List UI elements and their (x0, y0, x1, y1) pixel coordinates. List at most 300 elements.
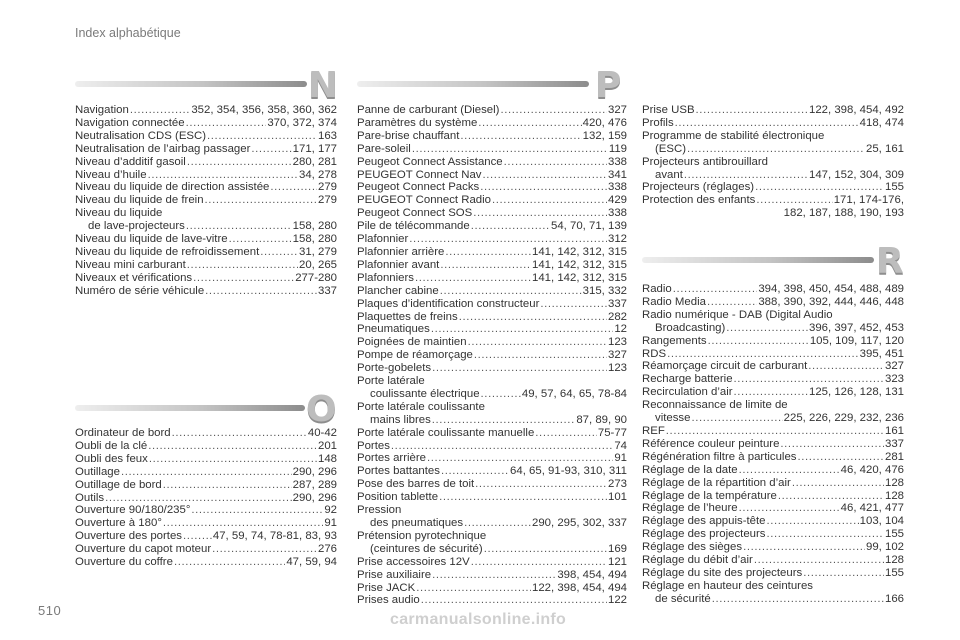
index-entry (75, 181, 337, 194)
index-entry-term: Ouverture 90/180/235° (75, 504, 191, 517)
index-entry-term: Réglage en hauteur des ceintures (642, 579, 813, 592)
dot-leader (754, 554, 884, 567)
index-entry (357, 220, 627, 233)
dot-leader (478, 117, 581, 130)
index-entry-pages: 25, 161 (865, 142, 904, 155)
dot-leader (432, 414, 576, 427)
section-divider (75, 81, 307, 87)
index-entry-term: Ouverture à 180° (75, 517, 162, 530)
dot-leader (726, 322, 808, 335)
index-entry (642, 130, 904, 156)
index-entry (357, 440, 627, 453)
dot-leader (409, 233, 607, 246)
index-entry-pages: 141, 142, 312, 315 (531, 271, 627, 284)
index-entry (357, 194, 627, 207)
index-entry-pages: 155 (884, 566, 904, 579)
index-list-p (357, 104, 627, 607)
index-entry-term: Radio numérique - DAB (Digital Audio (642, 308, 833, 321)
index-entry (75, 233, 337, 246)
index-entry (75, 143, 337, 156)
index-entry (357, 465, 627, 478)
index-entry (357, 104, 627, 117)
index-entry-pages: 201 (317, 439, 337, 452)
index-entry (75, 246, 337, 259)
index-entry (75, 117, 337, 130)
index-entry-pages: 122, 398, 454, 492 (808, 104, 904, 116)
index-entry-pages: 74 (614, 439, 627, 452)
index-entry (642, 348, 904, 361)
index-list-n (75, 104, 337, 298)
index-entry (642, 580, 904, 606)
dot-leader (432, 569, 556, 582)
dot-leader (808, 360, 884, 373)
index-entry (642, 399, 904, 425)
dot-leader (696, 104, 808, 117)
dot-leader (666, 425, 884, 438)
dot-leader (712, 593, 884, 606)
dot-leader (130, 104, 190, 117)
index-entry-term: Radio (642, 283, 672, 295)
index-entry-pages: 290, 295, 302, 337 (531, 517, 627, 529)
index-entry-term: Pneumatiques (357, 323, 430, 336)
index-entry-pages: 281 (884, 450, 904, 463)
index-entry-pages: 312 (607, 233, 627, 246)
index-entry (357, 556, 627, 569)
index-entry-term: Plaquettes de freins (357, 310, 458, 323)
index-entry-pages: 132, 159 (582, 129, 627, 142)
index-entry-term: Niveau du liquide de frein (75, 194, 204, 207)
index-entry-term: Outillage (75, 465, 120, 478)
index-entry-term: Plafonnier avant (357, 258, 440, 271)
index-entry-term: Recharge batterie (642, 373, 733, 386)
dot-leader (481, 388, 521, 401)
dot-leader (193, 272, 294, 285)
index-entry-pages: 54, 70, 71, 139 (550, 220, 627, 233)
dot-leader (148, 440, 317, 453)
dot-leader (803, 567, 884, 580)
section-divider (642, 257, 874, 263)
index-entry-pages: 122, 398, 454, 494 (531, 581, 627, 594)
index-entry (357, 478, 627, 491)
index-entry-term: Niveau d’huile (75, 168, 147, 181)
index-entry (75, 130, 337, 143)
index-entry-pages: 158, 280 (292, 233, 337, 246)
index-entry-term: PEUGEOT Connect Nav (357, 168, 482, 181)
dot-leader (691, 412, 782, 425)
index-entry-pages: 141, 142, 312, 315 (531, 258, 627, 271)
index-entry-pages: 128 (884, 554, 904, 567)
dot-leader (421, 594, 607, 607)
page-header-title: Index alphabétique (75, 26, 181, 40)
index-entry-subterm: mains libres (370, 413, 431, 426)
dot-leader (480, 181, 607, 194)
dot-leader (792, 477, 884, 490)
index-entry-term: Peugeot Connect SOS (357, 207, 473, 220)
index-entry (642, 477, 904, 490)
section-header-r (642, 241, 904, 286)
index-entry-pages: 128 (884, 489, 904, 502)
dot-leader (440, 285, 582, 298)
index-entry (642, 451, 904, 464)
index-entry-pages: 171, 174-176, (833, 194, 904, 207)
dot-leader (798, 451, 884, 464)
index-entry (75, 285, 337, 298)
index-entry-term: Prise USB (642, 104, 695, 116)
index-entry-term: Plafonnier (357, 233, 409, 246)
index-entry-term: Navigation connectée (75, 116, 185, 129)
index-entry-pages: 280, 281 (292, 155, 337, 168)
index-entry-term: Pile de télécommande (357, 220, 470, 233)
index-entry-pages: 225, 226, 229, 232, 236 (783, 412, 904, 425)
index-entry (357, 233, 627, 246)
index-entry-term: Oubli des feux (75, 452, 148, 465)
index-entry-term: Référence couleur peinture (642, 437, 780, 450)
index-entry-term: Porte latérale (357, 375, 425, 388)
index-entry-term: Niveau du liquide de direction assistée (75, 181, 270, 194)
index-entry-term: Plaques d’identification constructeur (357, 297, 540, 310)
dot-leader (504, 156, 607, 169)
index-entry-term: REF (642, 424, 665, 437)
index-entry-pages: 273 (607, 478, 627, 491)
index-entry (357, 207, 627, 220)
index-entry-term: Poignées de maintien (357, 336, 467, 349)
index-entry-term: Peugeot Connect Packs (357, 181, 480, 194)
dot-leader (432, 362, 607, 375)
index-entry (357, 272, 627, 285)
section-letter-o: O (306, 389, 337, 430)
index-entry-pages: 279 (317, 194, 337, 207)
index-entry-term: Réglage du site des projecteurs (642, 566, 803, 579)
index-entry (642, 181, 904, 194)
dot-leader (484, 543, 607, 556)
index-entry-term: PEUGEOT Connect Radio (357, 194, 492, 207)
index-entry-term: Pression (357, 504, 402, 517)
index-entry-pages: 47, 59, 94 (286, 556, 337, 569)
index-entry-pages: 141, 142, 312, 315 (531, 245, 627, 258)
index-entry-term: Profils (642, 116, 674, 129)
index-entry (357, 117, 627, 130)
index-entry-pages: 395, 451 (859, 347, 904, 360)
dot-leader (415, 272, 531, 285)
dot-leader (734, 386, 808, 399)
index-entry (642, 438, 904, 451)
index-entry-term: Ouverture du coffre (75, 556, 173, 569)
index-entry-term: Réglage de la date (642, 463, 738, 476)
index-entry (642, 296, 904, 309)
index-entry-term: Portes (357, 439, 390, 452)
index-entry-pages: 290, 296 (292, 491, 337, 504)
index-entry (357, 311, 627, 324)
index-entry-pages: 290, 296 (292, 465, 337, 478)
index-entry-pages: 338 (607, 155, 627, 168)
index-entry-term: Position tablette (357, 491, 439, 504)
index-entry-term: Protection des enfants (642, 194, 756, 207)
index-entry (357, 259, 627, 272)
dot-leader (540, 298, 607, 311)
index-entry-subterm: avant (655, 168, 683, 181)
index-entry-term: Niveau d’additif gasoil (75, 155, 186, 168)
index-entry-term: Prise accessoires 12V (357, 555, 470, 568)
index-entry (357, 130, 627, 143)
index-entry (75, 492, 337, 505)
index-entry-term: Panne de carburant (Diesel) (357, 104, 500, 116)
dot-leader (755, 181, 884, 194)
index-entry-term: Plafonnier arrière (357, 245, 445, 258)
dot-leader (460, 130, 581, 143)
index-entry-pages: 171, 177 (292, 142, 337, 155)
index-entry (75, 259, 337, 272)
index-entry-pages: 352, 354, 356, 358, 360, 362 (191, 104, 337, 116)
index-entry-pages: 119 (608, 142, 627, 155)
index-entry-pages: 327 (607, 104, 627, 116)
dot-leader (260, 246, 298, 259)
index-entry-term: Prétension pyrotechnique (357, 529, 487, 542)
index-entry (75, 466, 337, 479)
index-entry-term: RDS (642, 347, 667, 360)
index-entry-pages: 396, 397, 452, 453 (808, 321, 904, 334)
dot-leader (121, 466, 292, 479)
index-entry-pages: 161 (884, 424, 904, 437)
index-entry-pages: 420, 476 (582, 116, 627, 129)
dot-leader (687, 143, 865, 156)
dot-leader (441, 465, 509, 478)
index-entry-term: Peugeot Connect Assistance (357, 155, 503, 168)
index-entry-pages: 338 (607, 181, 627, 194)
index-entry (75, 556, 337, 569)
dot-leader (475, 478, 607, 491)
index-entry-term: Projecteurs antibrouillard (642, 155, 768, 168)
index-entry (642, 283, 904, 296)
index-entry-term: Ouverture des portes (75, 530, 182, 543)
section-letter-r: R (876, 241, 904, 282)
index-entry-term: Reconnaissance de limite de (642, 399, 788, 412)
index-entry-pages: 34, 278 (298, 168, 337, 181)
dot-leader (473, 207, 607, 220)
index-entry (642, 541, 904, 554)
index-entry-term: Portes battantes (357, 465, 440, 478)
dot-leader (492, 194, 607, 207)
index-entry (357, 285, 627, 298)
index-entry-term: Plafonniers (357, 271, 414, 284)
index-entry (357, 181, 627, 194)
index-entry (357, 594, 627, 607)
index-entry-term: Ordinateur de bord (75, 427, 171, 439)
dot-leader (174, 556, 285, 569)
index-entry-term: Porte-gobelets (357, 362, 432, 375)
index-entry-pages: 87, 89, 90 (576, 413, 627, 426)
index-entry-pages: 75-77 (597, 426, 627, 439)
index-entry (357, 349, 627, 362)
index-entry-pages: 92 (324, 504, 337, 517)
index-entry-subterm: Broadcasting) (655, 321, 726, 334)
index-entry-pages: 64, 65, 91-93, 310, 311 (510, 465, 627, 478)
index-entry-pages: 287, 289 (292, 478, 337, 491)
dot-leader (471, 220, 550, 233)
dot-leader (163, 479, 292, 492)
index-entry-pages: 123 (607, 336, 627, 349)
index-entry-term: Projecteurs (réglages) (642, 181, 755, 194)
dot-leader (766, 528, 884, 541)
index-entry-term: Oubli de la clé (75, 439, 148, 452)
dot-leader (483, 169, 607, 182)
index-entry-term: Réglage des projecteurs (642, 528, 766, 541)
index-entry-term: Réglage de la température (642, 489, 777, 502)
index-entry (642, 515, 904, 528)
dot-leader (163, 517, 323, 530)
dot-leader (445, 246, 531, 259)
dot-leader (780, 438, 884, 451)
index-entry-term: Pompe de réamorçage (357, 349, 473, 362)
index-entry-term: Prise auxiliaire (357, 568, 432, 581)
index-entry-term: Neutralisation CDS (ESC) (75, 129, 207, 142)
index-entry-term: Programme de stabilité électronique (642, 129, 825, 142)
index-entry (642, 156, 904, 182)
index-entry (642, 554, 904, 567)
index-entry (75, 530, 337, 543)
index-entry-pages: 277-280 (295, 271, 337, 284)
dot-leader (743, 541, 865, 554)
index-entry-pages: 128 (884, 476, 904, 489)
index-entry (75, 156, 337, 169)
dot-leader (471, 556, 607, 569)
index-entry (642, 490, 904, 503)
dot-leader (148, 169, 298, 182)
index-entry-pages: 123 (607, 362, 627, 375)
index-entry (357, 246, 627, 259)
index-entry-pages: 338 (607, 207, 627, 220)
index-entry (642, 335, 904, 348)
dot-leader (739, 464, 840, 477)
index-entry (357, 156, 627, 169)
index-list-p-continued (642, 104, 904, 220)
index-entry-pages: 46, 420, 476 (840, 463, 904, 476)
index-entry-term: Rangements (642, 334, 707, 347)
dot-leader (667, 348, 859, 361)
index-entry-subterm: vitesse (655, 412, 691, 425)
index-list-r (642, 283, 904, 606)
section-letter-p: P (595, 65, 622, 106)
index-entry (357, 375, 627, 401)
dot-leader (172, 427, 307, 440)
dot-leader (149, 453, 317, 466)
index-entry-term: Pose des barres de toit (357, 478, 475, 491)
index-entry (357, 401, 627, 427)
index-entry-pages: 121 (607, 555, 627, 568)
dot-leader (756, 194, 832, 207)
dot-leader (427, 452, 613, 465)
index-entry (75, 440, 337, 453)
index-entry (357, 452, 627, 465)
index-entry-term: Niveaux et vérifications (75, 271, 193, 284)
index-entry-term: Prises audio (357, 594, 420, 607)
dot-leader (675, 117, 859, 130)
index-entry (75, 194, 337, 207)
index-entry-pages: 148 (317, 452, 337, 465)
index-entry-term: Navigation (75, 104, 129, 116)
index-entry-subterm: de sécurité (655, 592, 711, 605)
index-entry-pages: 398, 454, 494 (557, 568, 627, 581)
index-entry (75, 272, 337, 285)
index-entry (75, 169, 337, 182)
dot-leader (412, 143, 608, 156)
index-entry-subterm: (ceintures de sécurité) (370, 542, 483, 555)
index-entry-pages: 155 (884, 528, 904, 541)
index-entry (357, 362, 627, 375)
index-entry (357, 298, 627, 311)
index-entry-subterm: (ESC) (655, 142, 687, 155)
dot-leader (673, 283, 758, 296)
index-entry-term: Réglage de la répartition d’air (642, 476, 791, 489)
index-entry-pages: 105, 109, 117, 120 (809, 334, 904, 347)
dot-leader (205, 194, 317, 207)
index-entry-pages: 163 (317, 129, 337, 142)
index-entry-pages: 155 (884, 181, 904, 194)
index-entry (357, 336, 627, 349)
index-entry-term: Réamorçage circuit de carburant (642, 360, 808, 373)
index-entry (642, 425, 904, 438)
index-entry (642, 194, 904, 220)
page-number: 510 (38, 603, 62, 618)
index-entry (357, 323, 627, 336)
dot-leader (500, 104, 607, 117)
index-entry-pages: 388, 390, 392, 444, 446, 448 (758, 295, 904, 308)
dot-leader (270, 181, 317, 194)
index-entry-term: Réglage des appuis-tête (642, 515, 766, 528)
index-entry-term: Outillage de bord (75, 478, 162, 491)
index-entry-pages: 101 (607, 491, 627, 504)
index-entry-pages: 315, 332 (582, 284, 627, 297)
index-list-o (75, 427, 337, 569)
dot-leader (205, 285, 317, 298)
index-entry-subterm: coulissante électrique (370, 387, 480, 400)
index-entry (357, 582, 627, 595)
dot-leader (439, 491, 607, 504)
index-entry-pages: 337 (317, 284, 337, 297)
dot-leader (105, 492, 292, 505)
dot-leader (468, 336, 607, 349)
dot-leader (739, 502, 840, 515)
index-entry (75, 453, 337, 466)
index-entry-term: Niveau mini carburant (75, 258, 186, 271)
index-entry-pages: 31, 279 (298, 245, 337, 258)
index-entry-pages: 99, 102 (865, 541, 904, 554)
section-letter-n: N (308, 65, 339, 106)
index-entry-term: Prise JACK (357, 581, 416, 594)
dot-leader (464, 517, 531, 530)
dot-leader (708, 335, 809, 348)
index-entry (357, 504, 627, 530)
index-entry-pages-continued: 182, 187, 188, 190, 193 (783, 207, 904, 220)
index-entry-term: Réglage des sièges (642, 541, 743, 554)
index-entry-term: Régénération filtre à particules (642, 450, 797, 463)
index-entry (642, 104, 904, 117)
watermark-logo: carmanualsonline.info (390, 611, 567, 628)
index-entry-pages: 337 (607, 297, 627, 310)
dot-leader (707, 296, 757, 309)
dot-leader (734, 373, 884, 386)
index-entry (642, 360, 904, 373)
index-entry-pages: 158, 280 (292, 220, 337, 233)
index-entry (75, 104, 337, 117)
index-entry-term: Niveau du liquide (75, 207, 163, 220)
section-divider (357, 81, 589, 87)
index-entry-pages: 91 (614, 452, 627, 465)
index-entry-pages: 429 (607, 194, 627, 207)
dot-leader (459, 311, 607, 324)
index-entry (642, 464, 904, 477)
dot-leader (207, 130, 317, 143)
index-entry (357, 491, 627, 504)
